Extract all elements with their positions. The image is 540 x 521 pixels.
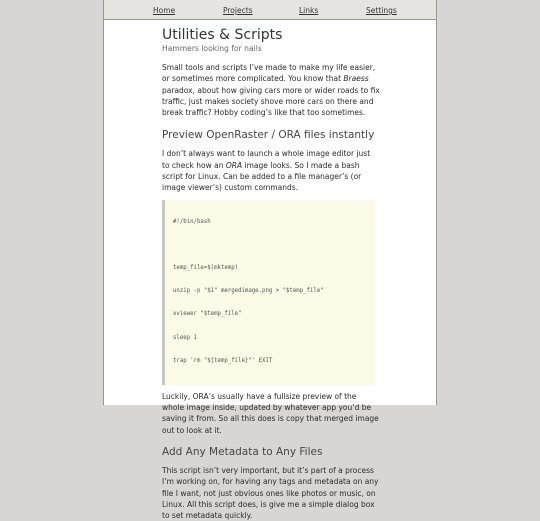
top-navbar (104, 0, 436, 20)
section-metadata-heading: Add Any Metadata to Any Files (162, 445, 323, 458)
page-column (103, 0, 437, 521)
main-content (162, 26, 380, 521)
code-line: xviewer "$temp_file" (173, 311, 242, 318)
section-metadata-description: This script isn’t very important, but it’s part of a process I’m working on, for having any tags and metadata on any file I want, not just obvious ones like photos or music, on Linux. All this script does, is give me a simple dialog box to set metadata quickly. (162, 465, 379, 521)
code-line: temp_file=$(mktemp) (173, 265, 239, 272)
intro-text-1: Small tools and scripts I’ve made to make my life easier, or sometimes more complicated. You know that (162, 63, 376, 84)
section-ora-description (162, 148, 380, 193)
intro-text-2: paradox, about how giving cars more or wider roads to fix traffic, just makes society shove more cars on there and break traffic? Hobby coding’s like that too sometimes. (162, 85, 380, 118)
code-line: unzip -p "$1" mergedimage.png > "$temp_file" (173, 288, 324, 295)
code-line: #!/bin/bash (173, 219, 211, 226)
nav-home-link[interactable]: Home (153, 6, 176, 15)
intro-paragraph (162, 62, 380, 118)
code-block[interactable] (162, 200, 375, 385)
code-line: sleep 1 (173, 334, 197, 341)
section-ora-heading: Preview OpenRaster / ORA files instantly (162, 129, 375, 142)
code-line (173, 242, 375, 250)
ora-desc-text-2: image looks. So I made a bash script for Linux. Can be added to a file manager’s (or image viewer’s) custom commands. (162, 160, 362, 193)
code-line: trap 'rm "${temp_file}"' EXIT (173, 357, 273, 364)
nav-settings-link[interactable]: Settings (366, 6, 397, 15)
nav-projects-link[interactable]: Projects (223, 6, 253, 15)
ora-desc-emphasis: ORA (225, 160, 243, 170)
ora-desc-text-1: I don’t always want to launch a whole image editor just to check how an (162, 149, 371, 170)
page-subtitle: Hammers looking for nails (162, 44, 262, 53)
page-title: Utilities & Scripts (162, 27, 283, 43)
intro-emphasis: Braess (343, 74, 369, 84)
nav-links-link[interactable]: Links (299, 6, 319, 15)
section-ora-explanation: Luckily, ORA’s usually have a fullsize preview of the whole image inside, updated by whatever app you’d be saving it from. So all this does is copy that merged image out to look at it. (162, 391, 379, 435)
